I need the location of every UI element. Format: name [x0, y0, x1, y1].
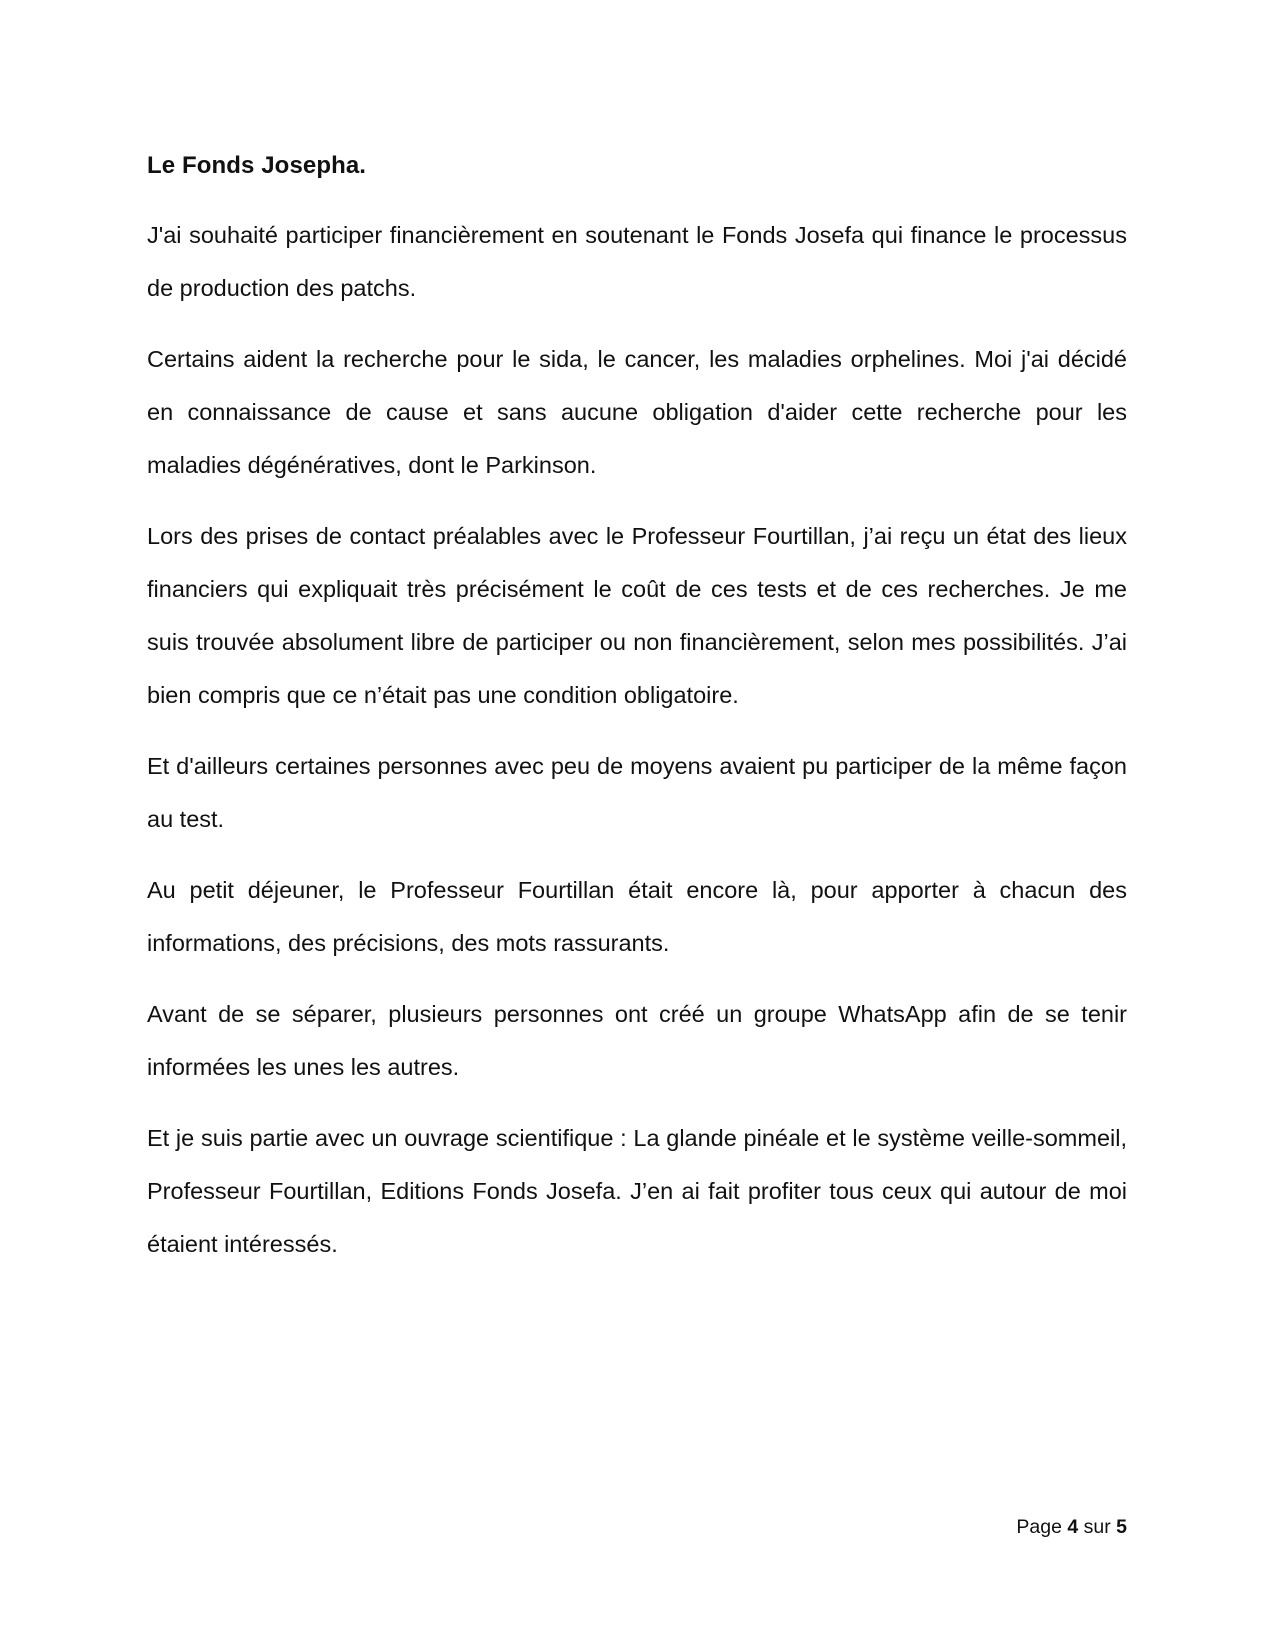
paragraph-peu-de-moyens: Et d'ailleurs certaines personnes avec peu de moyens avaient pu participer de la même façon au test.	[147, 753, 1127, 832]
page-number-footer	[1016, 1512, 1127, 1542]
of-label: sur	[1083, 1516, 1111, 1538]
document-body	[147, 144, 1127, 1289]
paragraph-ouvrage-scientifique: Et je suis partie avec un ouvrage scientifique : La glande pinéale et le système veille-sommeil, Professeur Fourtillan, Editions Fonds Josefa. J’en ai fait profiter tous ceux qui autour de moi étaient intéressés.	[147, 1125, 1127, 1257]
paragraph-contact-prealable: Lors des prises de contact préalables avec le Professeur Fourtillan, j’ai reçu un état des lieux financiers qui expliquait très précisément le coût de ces tests et de ces recherches. Je me suis trouvée absolument libre de participer ou non financièrement, selon mes possibilités. J’ai bien compris que ce n’était pas une condition obligatoire.	[147, 523, 1127, 708]
total-pages-number: 5	[1116, 1516, 1127, 1538]
section-heading: Le Fonds Josepha.	[147, 152, 367, 179]
paragraph-groupe-whatsapp: Avant de se séparer, plusieurs personnes ont créé un groupe WhatsApp afin de se tenir informées les unes les autres.	[147, 1001, 1127, 1080]
page-label: Page	[1016, 1516, 1062, 1538]
paragraph-petit-dejeuner: Au petit déjeuner, le Professeur Fourtillan était encore là, pour apporter à chacun des informations, des précisions, des mots rassurants.	[147, 877, 1127, 956]
current-page-number: 4	[1067, 1516, 1079, 1538]
paragraph-recherche: Certains aident la recherche pour le sida, le cancer, les maladies orphelines. Moi j'ai décidé en connaissance de cause et sans aucune obligation d'aider cette recherche pour les maladies dégénératives, dont le Parkinson.	[147, 346, 1127, 478]
paragraph-fonds-josefa: J'ai souhaité participer financièrement en soutenant le Fonds Josefa qui finance le processus de production des patchs.	[147, 222, 1127, 301]
